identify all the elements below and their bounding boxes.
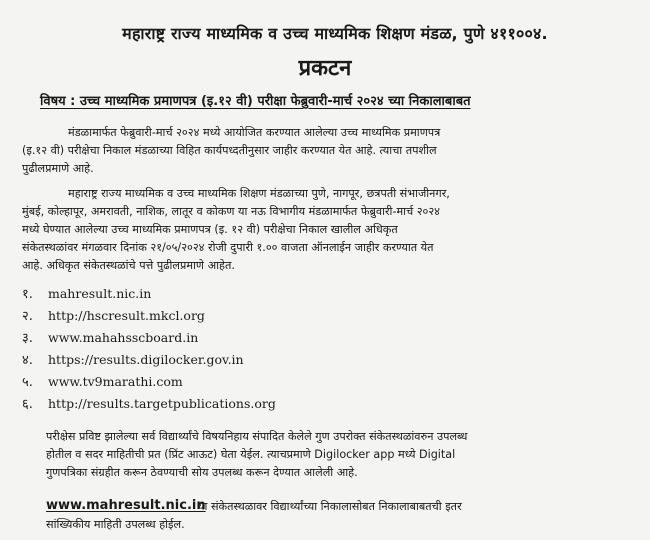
mahresult-link[interactable]: www.mahresult.nic.in	[46, 498, 206, 513]
website-item	[22, 327, 422, 349]
website-link[interactable]: http://results.targetpublications.org	[48, 396, 276, 411]
item-number: ३.	[22, 331, 33, 346]
board-name-header: महाराष्ट्र राज्य माध्यमिक व उच्च माध्यमिक शिक्षण मंडळ, पुणे ४११००४.	[122, 24, 548, 43]
website-list	[22, 283, 422, 415]
item-number: २.	[22, 309, 33, 324]
para2-line3: मध्ये घेण्यात आलेल्या उच्च माध्यमिक प्रमाणपत्र (इ. १२ वी) परीक्षेचा निकाल खालील अधिकृत	[22, 223, 398, 236]
footer-line1: या संकेतस्थळावर विद्यार्थ्यांच्या निकालासोबत निकालाबाबतची इतर	[198, 500, 462, 513]
notice-title: प्रकटन	[298, 56, 352, 81]
website-link[interactable]: https://results.digilocker.gov.in	[48, 352, 244, 367]
item-number: ५.	[22, 375, 33, 390]
website-link[interactable]: mahresult.nic.in	[48, 286, 152, 301]
website-item	[22, 349, 422, 371]
website-item	[22, 305, 422, 327]
website-item	[22, 283, 422, 305]
footer-line2: सांख्यिकीय माहिती उपलब्ध होईल.	[46, 518, 185, 531]
website-link[interactable]: www.mahahsscboard.in	[48, 330, 199, 345]
para2-line2: मुंबई, कोल्हापूर, अमरावती, नाशिक, लातूर व कोकण या नऊ विभागीय मंडळामार्फत फेब्रुवारी-मार्च २०२४	[22, 205, 440, 218]
para2-line5: आहे. अधिकृत संकेतस्थळांचे पत्ते पुढीलप्रमाणे आहेत.	[22, 259, 235, 272]
para3-line1: परीक्षेस प्रविष्ट झालेल्या सर्व विद्यार्थ्यांचे विषयनिहाय संपादित केलेले गुण उपरोक्त संकेतस्थळांवरुन उपलब्ध	[46, 430, 468, 443]
para1-line1: मंडळामार्फत फेब्रुवारी-मार्च २०२४ मध्ये आयोजित करण्यात आलेल्या उच्च माध्यमिक प्रमाणपत्र	[68, 126, 441, 139]
item-number: ४.	[22, 353, 33, 368]
website-link[interactable]: www.tv9marathi.com	[48, 374, 183, 389]
website-item	[22, 371, 422, 393]
para3-line3: गुणपत्रिका संग्रहीत करून ठेवण्याची सोय उपलब्ध करून देण्यात आलेली आहे.	[46, 466, 358, 479]
para1-line2: (इ.१२ वी) परीक्षेचा निकाल मंडळाच्या विहित कार्यपध्दतीनुसार जाहीर करण्यात येत आहे. त्याचा तपशील	[22, 144, 437, 157]
para2-line4: संकेतस्थळांवर मंगळवार दिनांक २१/०५/२०२४ रोजी दुपारी १.०० वाजता ऑनलाईन जाहीर करण्यात येत	[22, 241, 434, 254]
item-number: १.	[22, 287, 33, 302]
para1-line3: पुढीलप्रमाणे आहे.	[22, 162, 94, 175]
website-item	[22, 393, 422, 415]
item-number: ६.	[22, 397, 33, 412]
para3-line2: होतील व सदर माहितीची प्रत (प्रिंट आऊट) घेता येईल. त्याचप्रमाणे Digilocker app मध्ये Digital	[46, 448, 456, 461]
website-link[interactable]: http://hscresult.mkcl.org	[48, 308, 205, 323]
notice-subject: विषय : उच्च माध्यमिक प्रमाणपत्र (इ.१२ वी) परीक्षा फेब्रुवारी-मार्च २०२४ च्या निकालाबाबत	[40, 94, 471, 109]
para2-line1: महाराष्ट्र राज्य माध्यमिक व उच्च माध्यमिक शिक्षण मंडळाच्या पुणे, नागपूर, छत्रपती संभाजीनगर,	[68, 187, 450, 200]
